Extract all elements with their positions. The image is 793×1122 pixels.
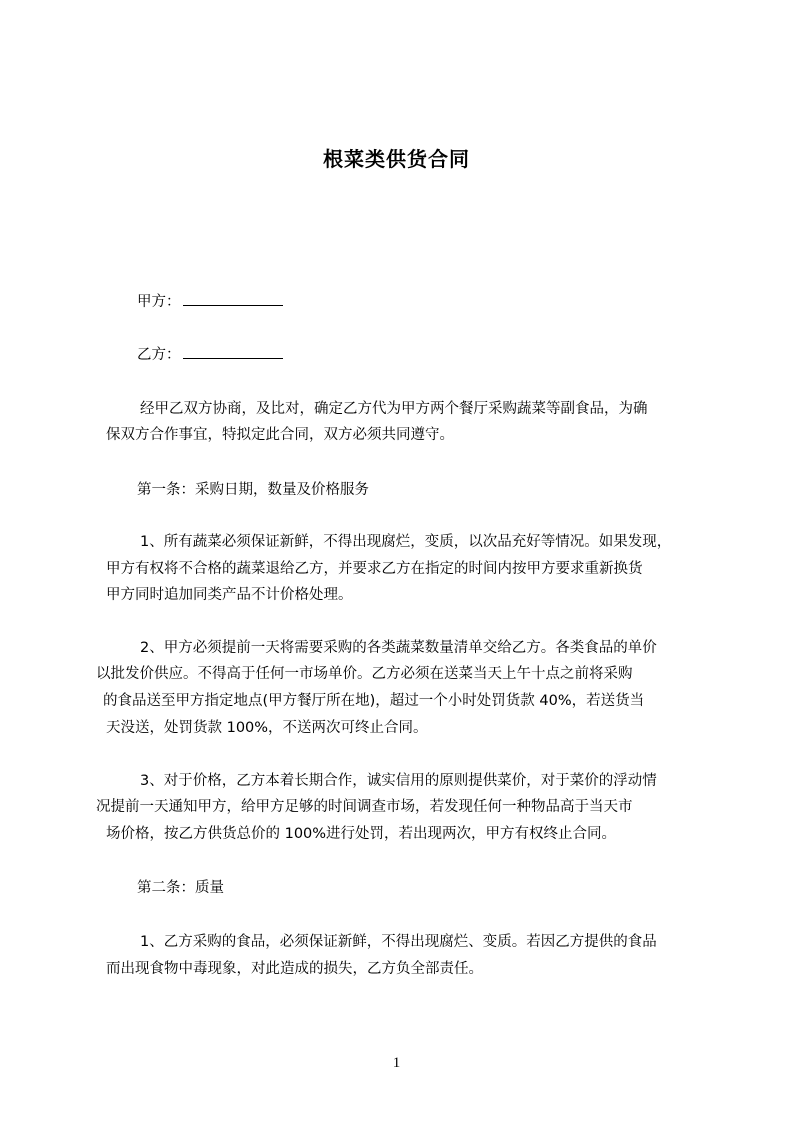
article2-heading: 第二条：质量	[137, 880, 224, 896]
intro-line: 经甲乙双方协商，及比对，确定乙方代为甲方两个餐厅采购蔬菜等副食品，为确	[140, 401, 648, 417]
article1-clause2-line: 的食品送至甲方指定地点(甲方餐厅所在地)，超过一个小时处罚货款 40%，若送货当	[103, 693, 645, 709]
article2-clause1-line: 1、乙方采购的食品，必须保证新鲜，不得出现腐烂、变质。若因乙方提供的食品	[140, 934, 657, 950]
party-a-label: 甲方：	[137, 294, 181, 310]
article1-clause3-line: 3、对于价格，乙方本着长期合作，诚实信用的原则提供菜价，对于菜价的浮动情	[140, 773, 657, 789]
party-b-blank	[183, 344, 283, 359]
article2-clause1-line: 而出现食物中毒现象，对此造成的损失，乙方负全部责任。	[106, 961, 483, 977]
article1-clause3-line: 场价格，按乙方供货总价的 100%进行处罚，若出现两次，甲方有权终止合同。	[106, 826, 617, 842]
party-a-blank	[183, 291, 283, 306]
party-b-label: 乙方：	[137, 347, 181, 363]
document-title: 根菜类供货合同	[323, 147, 470, 171]
article1-clause1-line: 1、所有蔬菜必须保证新鲜，不得出现腐烂，变质，以次品充好等情况。如果发现，	[140, 534, 672, 550]
article1-clause1-line: 甲方同时追加同类产品不计价格处理。	[106, 587, 353, 603]
party-a-line	[137, 291, 283, 312]
article1-clause2-line: 2、甲方必须提前一天将需要采购的各类蔬菜数量清单交给乙方。各类食品的单价	[140, 640, 657, 656]
article1-clause2-line: 以批发价供应。不得高于任何一市场单价。乙方必须在送菜当天上午十点之前将采购	[96, 666, 633, 682]
article1-clause3-line: 况提前一天通知甲方，给甲方足够的时间调查市场，若发现任何一种物品高于当天市	[96, 799, 633, 815]
page-number: 1	[392, 1055, 401, 1071]
article1-clause2-line: 天没送，处罚货款 100%，不送两次可终止合同。	[106, 720, 428, 736]
article1-clause1-line: 甲方有权将不合格的蔬菜退给乙方，并要求乙方在指定的时间内按甲方要求重新换货	[106, 561, 643, 577]
intro-line: 保双方合作事宜，特拟定此合同，双方必须共同遵守。	[106, 427, 454, 443]
article1-heading: 第一条：采购日期，数量及价格服务	[137, 482, 369, 498]
party-b-line	[137, 344, 283, 365]
